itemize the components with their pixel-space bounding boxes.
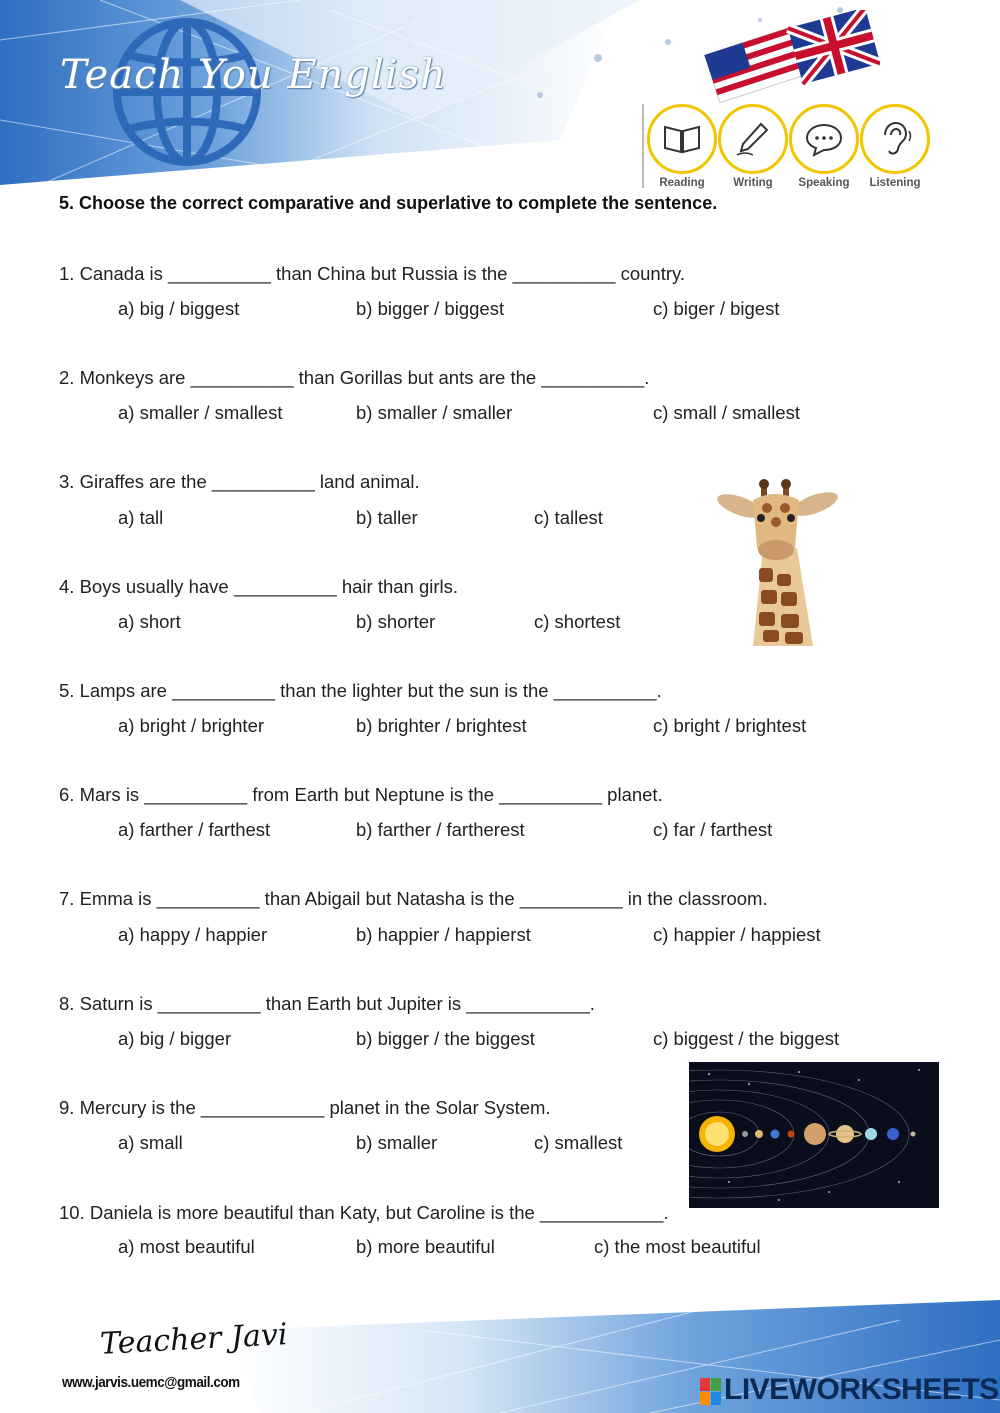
exercise-title: 5. Choose the correct comparative and superlative to complete the sentence. <box>59 193 718 213</box>
q9-option-a[interactable]: a) small <box>118 1132 183 1153</box>
q10-option-b[interactable]: b) more beautiful <box>356 1236 495 1257</box>
q3-option-c[interactable]: c) tallest <box>534 507 603 528</box>
question-8: 8. Saturn is __________ than Earth but Jupiter is ____________. <box>59 993 595 1014</box>
contact-email: www.jarvis.uemc@gmail.com <box>62 1374 240 1391</box>
question-4: 4. Boys usually have __________ hair than girls. <box>59 576 459 597</box>
liveworksheets-watermark[interactable]: LIVEWORKSHEETS <box>724 1373 999 1406</box>
question-2: 2. Monkeys are __________ than Gorillas but ants are the __________. <box>59 367 650 388</box>
q6-option-a[interactable]: a) farther / farthest <box>118 819 271 840</box>
q1-option-a[interactable]: a) big / biggest <box>118 298 240 319</box>
q4-option-c[interactable]: c) shortest <box>534 611 621 632</box>
q6-option-c[interactable]: c) far / farthest <box>653 819 773 840</box>
pen-icon <box>733 119 773 159</box>
q8-option-a[interactable]: a) big / bigger <box>118 1028 232 1049</box>
q7-option-b[interactable]: b) happier / happierst <box>356 924 531 945</box>
q8-option-c[interactable]: c) biggest / the biggest <box>653 1028 840 1049</box>
solar-system-image <box>689 1062 939 1208</box>
skills-legend <box>642 104 944 188</box>
skill-listening: Listening <box>859 104 931 189</box>
q3-option-a[interactable]: a) tall <box>118 507 164 528</box>
speech-bubble-icon <box>804 121 844 157</box>
q1-option-c[interactable]: c) biger / bigest <box>653 298 780 319</box>
q4-option-a[interactable]: a) short <box>118 611 181 632</box>
question-6: 6. Mars is __________ from Earth but Neptune is the __________ planet. <box>59 784 663 805</box>
q9-option-b[interactable]: b) smaller <box>356 1132 438 1153</box>
question-9: 9. Mercury is the ____________ planet in the Solar System. <box>59 1097 551 1118</box>
q4-option-b[interactable]: b) shorter <box>356 611 436 632</box>
q5-option-b[interactable]: b) brighter / brightest <box>356 715 527 736</box>
question-7: 7. Emma is __________ than Abigail but Natasha is the __________ in the classroom. <box>59 888 768 909</box>
question-3: 3. Giraffes are the __________ land animal. <box>59 471 420 492</box>
question-5: 5. Lamps are __________ than the lighter but the sun is the __________. <box>59 680 662 701</box>
q7-option-c[interactable]: c) happier / happiest <box>653 924 821 945</box>
liveworksheets-logo-icon <box>700 1378 722 1406</box>
skill-speaking: Speaking <box>788 104 860 189</box>
q3-option-b[interactable]: b) taller <box>356 507 418 528</box>
question-1: 1. Canada is __________ than China but Russia is the __________ country. <box>59 263 686 284</box>
skill-reading: Reading <box>646 104 718 189</box>
q1-option-b[interactable]: b) bigger / biggest <box>356 298 505 319</box>
flag-puzzle-image <box>700 10 880 105</box>
q8-option-b[interactable]: b) bigger / the biggest <box>356 1028 535 1049</box>
giraffe-image <box>705 478 845 646</box>
q2-option-b[interactable]: b) smaller / smaller <box>356 402 513 423</box>
q5-option-a[interactable]: a) bright / brighter <box>118 715 265 736</box>
q6-option-b[interactable]: b) farther / fartherest <box>356 819 525 840</box>
q2-option-a[interactable]: a) smaller / smallest <box>118 402 283 423</box>
book-icon <box>662 123 702 155</box>
q2-option-c[interactable]: c) small / smallest <box>653 402 800 423</box>
question-10: 10. Daniela is more beautiful than Katy, but Caroline is the ____________. <box>59 1202 669 1223</box>
q9-option-c[interactable]: c) smallest <box>534 1132 623 1153</box>
q10-option-a[interactable]: a) most beautiful <box>118 1236 255 1257</box>
q5-option-c[interactable]: c) bright / brightest <box>653 715 807 736</box>
q7-option-a[interactable]: a) happy / happier <box>118 924 268 945</box>
q10-option-c[interactable]: c) the most beautiful <box>594 1236 761 1257</box>
ear-icon <box>875 119 915 159</box>
skill-writing: Writing <box>717 104 789 189</box>
teacher-signature: Teacher Javi <box>99 1317 289 1362</box>
brand-logo-text: Teach You English <box>60 52 447 98</box>
